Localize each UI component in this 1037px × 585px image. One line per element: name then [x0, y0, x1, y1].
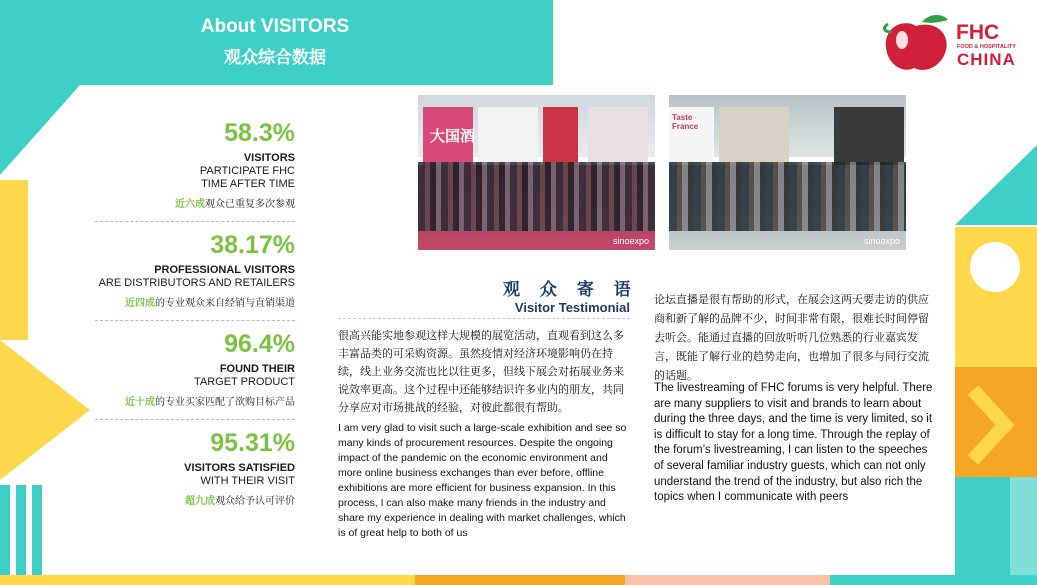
brand-name-china: CHINA [957, 50, 1016, 69]
divider [338, 318, 630, 319]
stat-percent: 58.3% [224, 119, 295, 147]
stat-label: PROFESSIONAL VISITORS [154, 264, 295, 276]
stat-label: TIME AFTER TIME [201, 178, 295, 190]
stat-cn-text: 观众给予认可评价 [215, 496, 295, 507]
stat-cn [95, 396, 295, 409]
stat-cn-text: 的专业买家匹配了欲购目标产品 [155, 397, 295, 408]
stat-cn-text: 观众已重复多次参观 [205, 199, 295, 210]
stat-label: TARGET PRODUCT [193, 376, 295, 388]
apple-logo-icon [882, 12, 954, 74]
brand-subline: FOOD & HOSPITALITY [957, 44, 1016, 50]
photo-caption: sinoexpo [612, 236, 649, 246]
photo-caption: sinoexpo [863, 236, 900, 246]
stat-cn [95, 198, 295, 211]
testimonial-left-en: I am very glad to visit such a large-scale exhibition and see so many kinds of procurement resources. Despite the ongoing impact of the pandemic on the economic environment and more online business exchanges than ever before, offline exhibitions are more efficient for business expansion. In this process, I can also make many friends in the industry and share my experience in dealing with market challenges, which is of great help to both of us [338, 422, 627, 539]
booth-sign: Taste France [672, 113, 699, 131]
stat-cn [95, 297, 295, 310]
stats-column [95, 118, 295, 526]
bottom-color-bar [0, 575, 1037, 585]
stat-cn [95, 495, 295, 508]
stat-cn-text: 的专业观众来自经销与直销渠道 [155, 298, 295, 309]
testimonial-title-cn: 观 众 寄 语 [503, 280, 638, 300]
stat-cn-highlight: 超九成 [185, 496, 215, 507]
exhibition-photo-left [418, 95, 655, 250]
stat-label: FOUND THEIR [219, 363, 295, 375]
page-title: About VISITORS [200, 16, 350, 37]
stat-cn-highlight: 近四成 [125, 298, 155, 309]
testimonial-left-cn: 很高兴能实地参观这样大规模的展览活动，直观看到这么多丰富品类的可采购资源。虽然疫情对经济环境影响仍在持续，线上业务交流也比以往更多，但线下展会对拓展业务来说效率更高。这个过程中还能够结识许多业内的朋友，共同分享应对市场挑战的经验，对彼此都很有帮助。 [338, 329, 624, 414]
left-decoration [0, 85, 95, 585]
stat-item [95, 428, 295, 518]
testimonial-right-cn: 论坛直播是很有帮助的形式，在展会这两天要走访的供应商和新了解的品牌不少，时间非常有限，很难长时间停留去听会。能通过直播的回放听听几位熟悉的行业嘉宾发言，既能了解行业的趋势走向，也增加了很多与同行交流的话题。 [654, 293, 929, 382]
stat-cn-highlight: 近十成 [125, 397, 155, 408]
testimonial-title-en: Visitor Testimonial [514, 300, 630, 315]
stat-percent: 96.4% [224, 330, 295, 358]
brand-name: FHC [956, 21, 1000, 44]
stat-label: VISITORS SATISFIED [184, 462, 295, 474]
header-band [0, 0, 553, 85]
right-decoration [955, 145, 1037, 575]
stat-percent: 95.31% [210, 429, 295, 457]
stat-cn-highlight: 近六成 [175, 199, 205, 210]
stat-label: WITH THEIR VISIT [200, 475, 295, 487]
stat-label: ARE DISTRIBUTORS AND RETAILERS [98, 277, 295, 289]
stat-item [95, 118, 295, 222]
stat-item [95, 230, 295, 321]
exhibition-photo-right [669, 95, 906, 250]
stat-percent: 38.17% [210, 231, 295, 259]
page-subtitle: 观众综合数据 [224, 48, 326, 68]
stat-item [95, 329, 295, 420]
stat-label: VISITORS [243, 152, 295, 164]
stat-label: PARTICIPATE FHC [199, 165, 295, 177]
booth-sign: 大国酒 [430, 127, 476, 145]
testimonial-right-en: The livestreaming of FHC forums is very helpful. There are many suppliers to visit and brands to learn about during the three days, and the time is very limited, so it is difficult to stay for a long time. Through the replay of the forum’s livestreaming, I can listen to the speeches of several familiar industry guests, which can not only understand the trend of the industry, but also rich the topics when I communicate with peers [654, 382, 933, 504]
